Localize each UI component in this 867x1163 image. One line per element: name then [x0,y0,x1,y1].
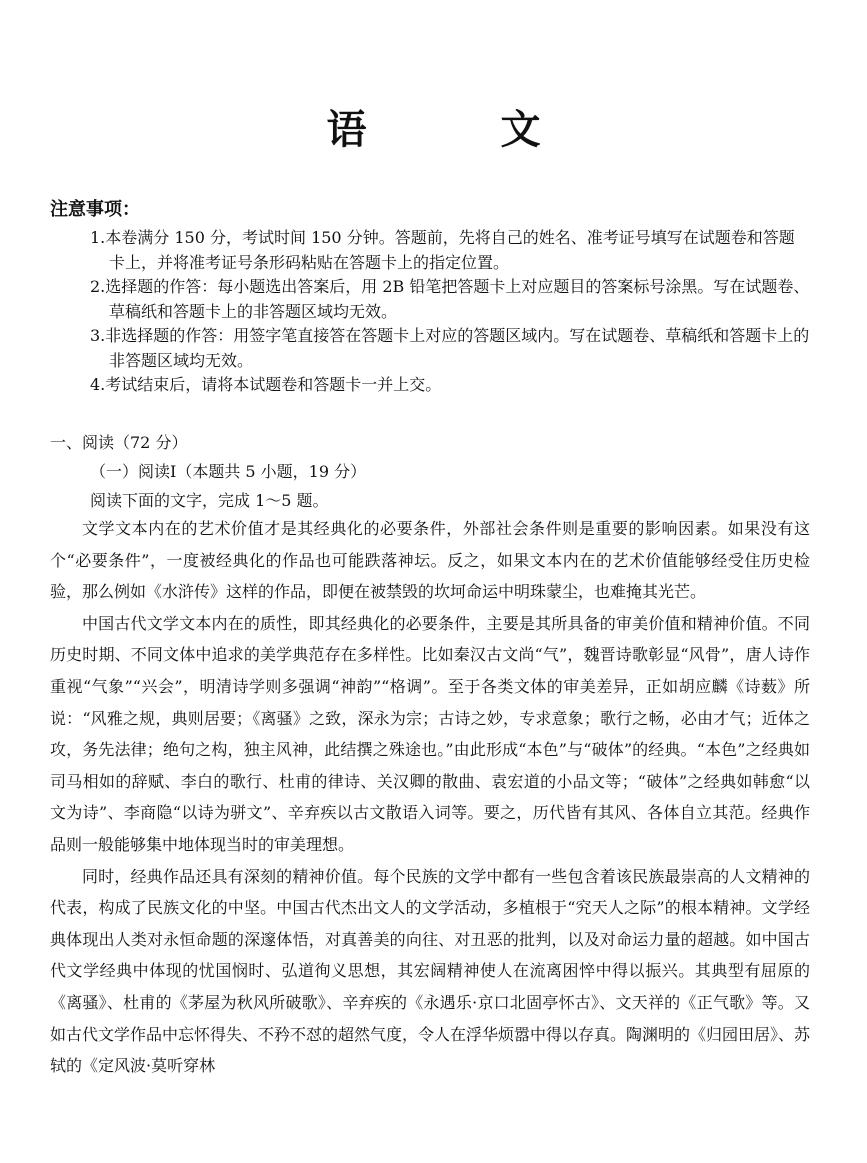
note-item-2: 2.选择题的作答：每小题选出答案后，用 2B 铅笔把答题卡上对应题目的答案标号涂黑。写在试题卷、草稿纸和答题卡上的非答题区域均无效。 [90,277,810,321]
passage-paragraph-2: 中国古代文学文本内在的质性，即其经典化的必要条件，主要是其所具备的审美价值和精神价值。不同历史时期、不同文体中追求的美学典范存在多样性。比如秦汉古文尚“气”，魏晋诗歌彰显“风骨”，唐人诗作重视“气象”“兴会”，明清诗学则多强调“神韵”“格调”。至于各类文体的审美差异，正如胡应麟《诗薮》所说：“风雅之规，典则居要；《离骚》之致，深永为宗；古诗之妙，专求意象；歌行之畅，必由才气；近体之攻，务先法律；绝句之构，独主风神，此结撰之殊途也。”由此形成“本色”与“破体”的经典。“本色”之经典如司马相如的辞赋、李白的歌行、杜甫的律诗、关汉卿的散曲、袁宏道的小品文等；“破体”之经典如韩愈“以文为诗”、李商隐“以诗为骈文”、辛弃疾以古文散语入词等。要之，历代皆有其风、各体自立其范。经典作品则一般能够集中地体现当时的审美理想。 [50,613,810,854]
reading-instruction: 阅读下面的文字，完成 1～5 题。 [90,491,329,510]
passage-paragraph-3: 同时，经典作品还具有深刻的精神价值。每个民族的文学中都有一些包含着该民族最崇高的人文精神的代表，构成了民族文化的中坚。中国古代杰出文人的文学活动，多植根于“究天人之际”的根本精神。文学经典体现出人类对永恒命题的深邃体悟，对真善美的向往、对丑恶的批判，以及对命运力量的超越。如中国古代文学经典中体现的忧国悯时、弘道徇义思想，其宏阔精神使人在流离困悴中得以振兴。其典型有屈原的《离骚》、杜甫的《茅屋为秋风所破歌》、辛弃疾的《永遇乐·京口北固亭怀古》、文天祥的《正气歌》等。又如古代文学作品中忘怀得失、不矜不怼的超然气度，令人在浮华烦嚣中得以存真。陶渊明的《归园田居》、苏轼的《定风波·莫听穿林 [50,866,811,1076]
section-heading: 一、阅读（72 分） [50,433,188,452]
notes-list [90,226,810,398]
note-item-1: 1.本卷满分 150 分，考试时间 150 分钟。答题前，先将自己的姓名、准考证号填写在试题卷和答题卡上，并将准考证号条形码粘贴在答题卡上的指定位置。 [90,228,795,272]
passage-paragraph-1: 文学文本内在的艺术价值才是其经典化的必要条件，外部社会条件则是重要的影响因素。如果没有这个“必要条件”，一度被经典化的作品也可能跌落神坛。反之，如果文本内在的艺术价值能够经受住历史检验，那么例如《水浒传》这样的作品，即便在被禁毁的坎坷命运中明珠蒙尘，也难掩其光芒。 [50,519,810,602]
note-item-4: 4.考试结束后，请将本试题卷和答题卡一并上交。 [90,375,442,394]
page-title: 语 文 [326,106,601,153]
notes-heading: 注意事项： [50,199,140,220]
subsection-heading: （一）阅读Ⅰ（本题共 5 小题，19 分） [90,462,367,481]
reading-passage [50,513,810,1082]
note-item-3: 3.非选择题的作答：用签字笔直接答在答题卡上对应的答题区域内。写在试题卷、草稿纸和答题卡上的非答题区域均无效。 [90,326,810,370]
